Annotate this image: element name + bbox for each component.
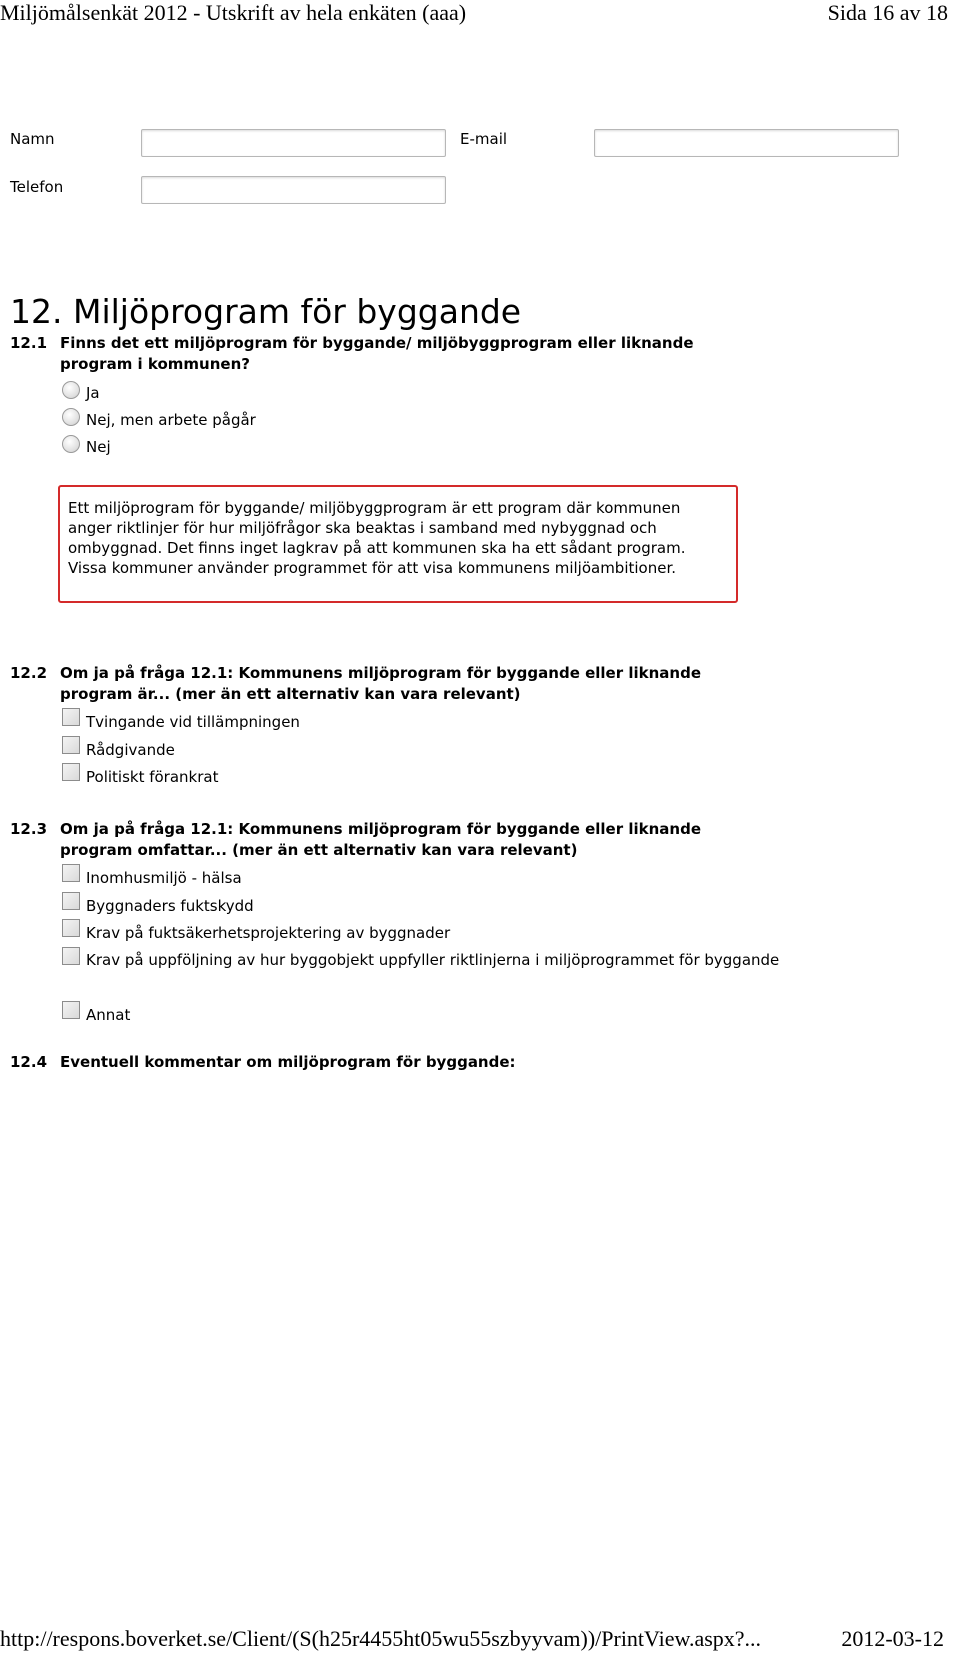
checkbox-icon[interactable] bbox=[62, 1001, 80, 1019]
question-12-4 bbox=[10, 1052, 730, 1073]
name-label: Namn bbox=[10, 130, 55, 148]
checkbox-icon[interactable] bbox=[62, 763, 80, 781]
option-label: Byggnaders fuktskydd bbox=[86, 897, 254, 915]
section-title: 12. Miljöprogram för byggande bbox=[10, 292, 522, 331]
info-text: Ett miljöprogram för byggande/ miljöbyggprogram är ett program där kommunen anger riktlinjer för hur miljöfrågor ska beaktas i samband med nybyggnad och ombyggnad. Det finns inget lagkrav på att kommunen ska ha ett sådant program. Vissa kommuner använder programmet för att visa kommunens miljöambitioner. bbox=[68, 499, 686, 577]
footer-date: 2012-03-12 bbox=[841, 1626, 944, 1651]
email-input[interactable] bbox=[594, 129, 899, 157]
document-title: Miljömålsenkät 2012 - Utskrift av hela enkäten (aaa) bbox=[0, 0, 467, 25]
question-12-3 bbox=[10, 819, 730, 861]
checkbox-icon[interactable] bbox=[62, 708, 80, 726]
page-indicator: Sida 16 av 18 bbox=[827, 0, 948, 25]
question-text: Om ja på fråga 12.1: Kommunens miljöprogram för byggande eller liknande program omfattar... (mer än ett alternativ kan vara relevant) bbox=[60, 820, 701, 859]
option-label: Krav på fuktsäkerhetsprojektering av byggnader bbox=[86, 924, 451, 942]
checkbox-icon[interactable] bbox=[62, 919, 80, 937]
name-input[interactable] bbox=[141, 129, 446, 157]
question-12-1 bbox=[10, 333, 730, 375]
option-label: Politiskt förankrat bbox=[86, 768, 219, 786]
radio-button-icon[interactable] bbox=[62, 408, 80, 426]
option-label: Ja bbox=[86, 384, 100, 402]
checkbox-option-inomhusmiljo[interactable] bbox=[62, 868, 242, 888]
checkbox-icon[interactable] bbox=[62, 947, 80, 965]
checkbox-option-fuktskydd[interactable] bbox=[62, 896, 254, 916]
option-label: Annat bbox=[86, 1006, 131, 1024]
option-label: Nej bbox=[86, 438, 111, 456]
phone-input[interactable] bbox=[141, 176, 446, 204]
checkbox-option-annat[interactable] bbox=[62, 1005, 130, 1025]
info-box bbox=[58, 485, 738, 603]
option-label: Inomhusmiljö - hälsa bbox=[86, 869, 242, 887]
checkbox-option-fuktsakerhetsprojektering[interactable] bbox=[62, 923, 450, 943]
question-number: 12.1 bbox=[10, 334, 48, 352]
question-text: Finns det ett miljöprogram för byggande/ miljöbyggprogram eller liknande program i kommunen? bbox=[60, 334, 694, 373]
option-label: Nej, men arbete pågår bbox=[86, 411, 256, 429]
checkbox-icon[interactable] bbox=[62, 892, 80, 910]
question-number: 12.4 bbox=[10, 1053, 48, 1071]
phone-label: Telefon bbox=[10, 178, 64, 196]
radio-option-ja[interactable] bbox=[62, 383, 100, 403]
checkbox-icon[interactable] bbox=[62, 864, 80, 882]
radio-button-icon[interactable] bbox=[62, 381, 80, 399]
radio-button-icon[interactable] bbox=[62, 435, 80, 453]
question-12-2 bbox=[10, 663, 730, 705]
checkbox-option-radgivande[interactable] bbox=[62, 740, 175, 760]
question-text: Eventuell kommentar om miljöprogram för byggande: bbox=[60, 1053, 516, 1071]
radio-option-nej-men-arbete-pagar[interactable] bbox=[62, 410, 256, 430]
option-label: Tvingande vid tillämpningen bbox=[86, 713, 300, 731]
checkbox-option-uppfoljning[interactable] bbox=[60, 949, 780, 971]
radio-option-nej[interactable] bbox=[62, 437, 111, 457]
option-label: Rådgivande bbox=[86, 741, 175, 759]
option-label: Krav på uppföljning av hur byggobjekt uppfyller riktlinjerna i miljöprogrammet för byggande bbox=[86, 951, 780, 969]
question-text: Om ja på fråga 12.1: Kommunens miljöprogram för byggande eller liknande program är... (mer än ett alternativ kan vara relevant) bbox=[60, 664, 701, 703]
question-number: 12.2 bbox=[10, 664, 48, 682]
footer-url: http://respons.boverket.se/Client/(S(h25r4455ht05wu55szbyyvam))/PrintView.aspx?... bbox=[0, 1626, 762, 1651]
email-label: E-mail bbox=[460, 130, 508, 148]
question-number: 12.3 bbox=[10, 820, 48, 838]
checkbox-icon[interactable] bbox=[62, 736, 80, 754]
checkbox-option-politiskt-forankrat[interactable] bbox=[62, 767, 218, 787]
checkbox-option-tvingande[interactable] bbox=[62, 712, 300, 732]
